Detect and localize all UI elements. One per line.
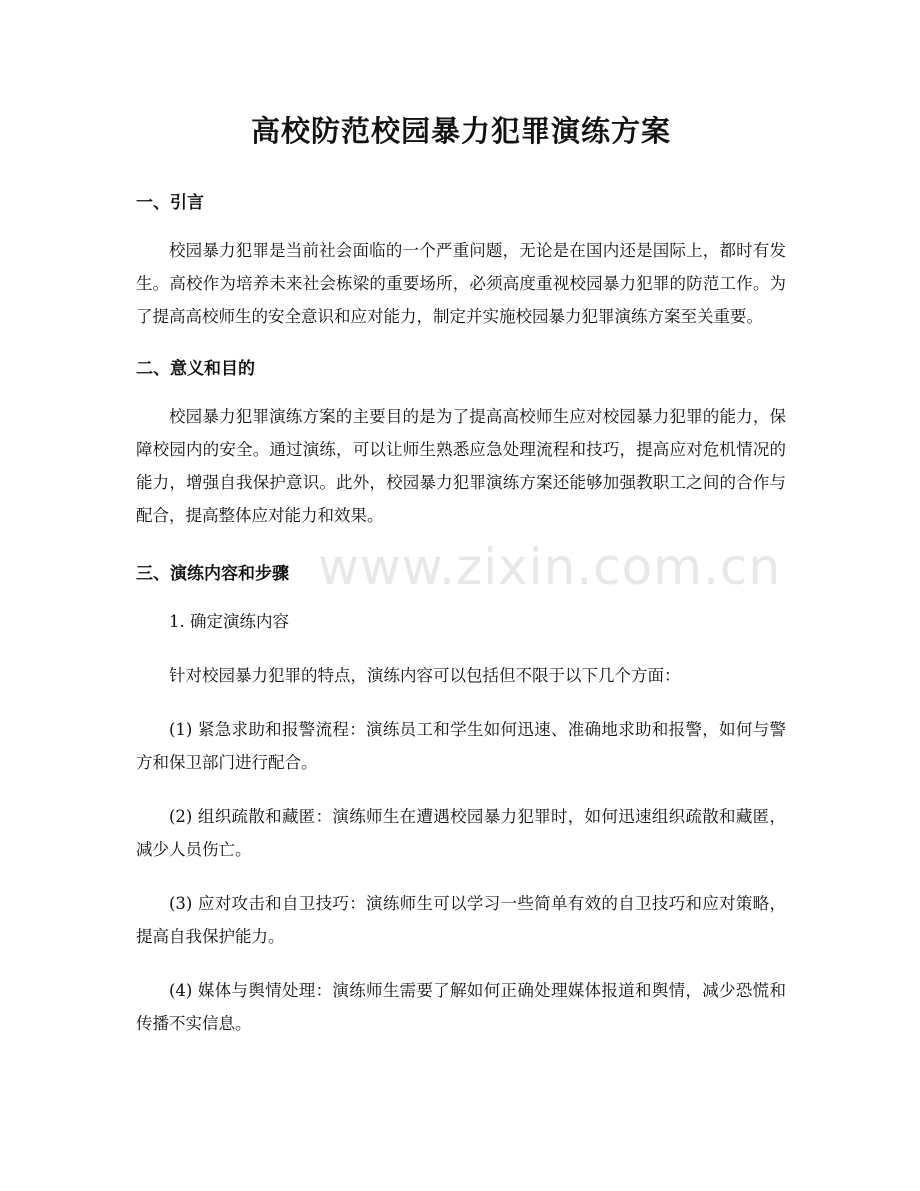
introduction-paragraph: 校园暴力犯罪是当前社会面临的一个严重问题，无论是在国内还是国际上，都时有发生。高校作为培养未来社会栋梁的重要场所，必须高度重视校园暴力犯罪的防范工作。为了提高高校师生的安全意识和应对能力，制定并实施校园暴力犯罪演练方案至关重要。 [136, 241, 786, 326]
drill-item-4: (4) 媒体与舆情处理：演练师生需要了解如何正确处理媒体报道和舆情，减少恐慌和传播不实信息。 [136, 981, 786, 1033]
drill-item-3: (3) 应对攻击和自卫技巧：演练师生可以学习一些简单有效的自卫技巧和应对策略，提高自我保护能力。 [136, 894, 786, 946]
section-heading-introduction: 一、引言 [136, 193, 204, 213]
section-heading-drill-content: 三、演练内容和步骤 [136, 564, 289, 584]
watermark: www.zixin.com.cn [318, 538, 782, 596]
document-title: 高校防范校园暴力犯罪演练方案 [250, 114, 671, 148]
drill-subheading: 1. 确定演练内容 [169, 612, 289, 631]
drill-intro-paragraph: 针对校园暴力犯罪的特点，演练内容可以包括但不限于以下几个方面： [169, 666, 681, 685]
section-heading-purpose: 二、意义和目的 [136, 359, 255, 379]
drill-item-2: (2) 组织疏散和藏匿：演练师生在遭遇校园暴力犯罪时，如何迅速组织疏散和藏匿，减少人员伤亡。 [136, 807, 786, 859]
purpose-paragraph: 校园暴力犯罪演练方案的主要目的是为了提高高校师生应对校园暴力犯罪的能力，保障校园内的安全。通过演练，可以让师生熟悉应急处理流程和技巧，提高应对危机情况的能力，增强自我保护意识。此外，校园暴力犯罪演练方案还能够加强教职工之间的合作与配合，提高整体应对能力和效果。 [136, 407, 786, 525]
drill-item-1: (1) 紧急求助和报警流程：演练员工和学生如何迅速、准确地求助和报警，如何与警方和保卫部门进行配合。 [136, 720, 786, 772]
